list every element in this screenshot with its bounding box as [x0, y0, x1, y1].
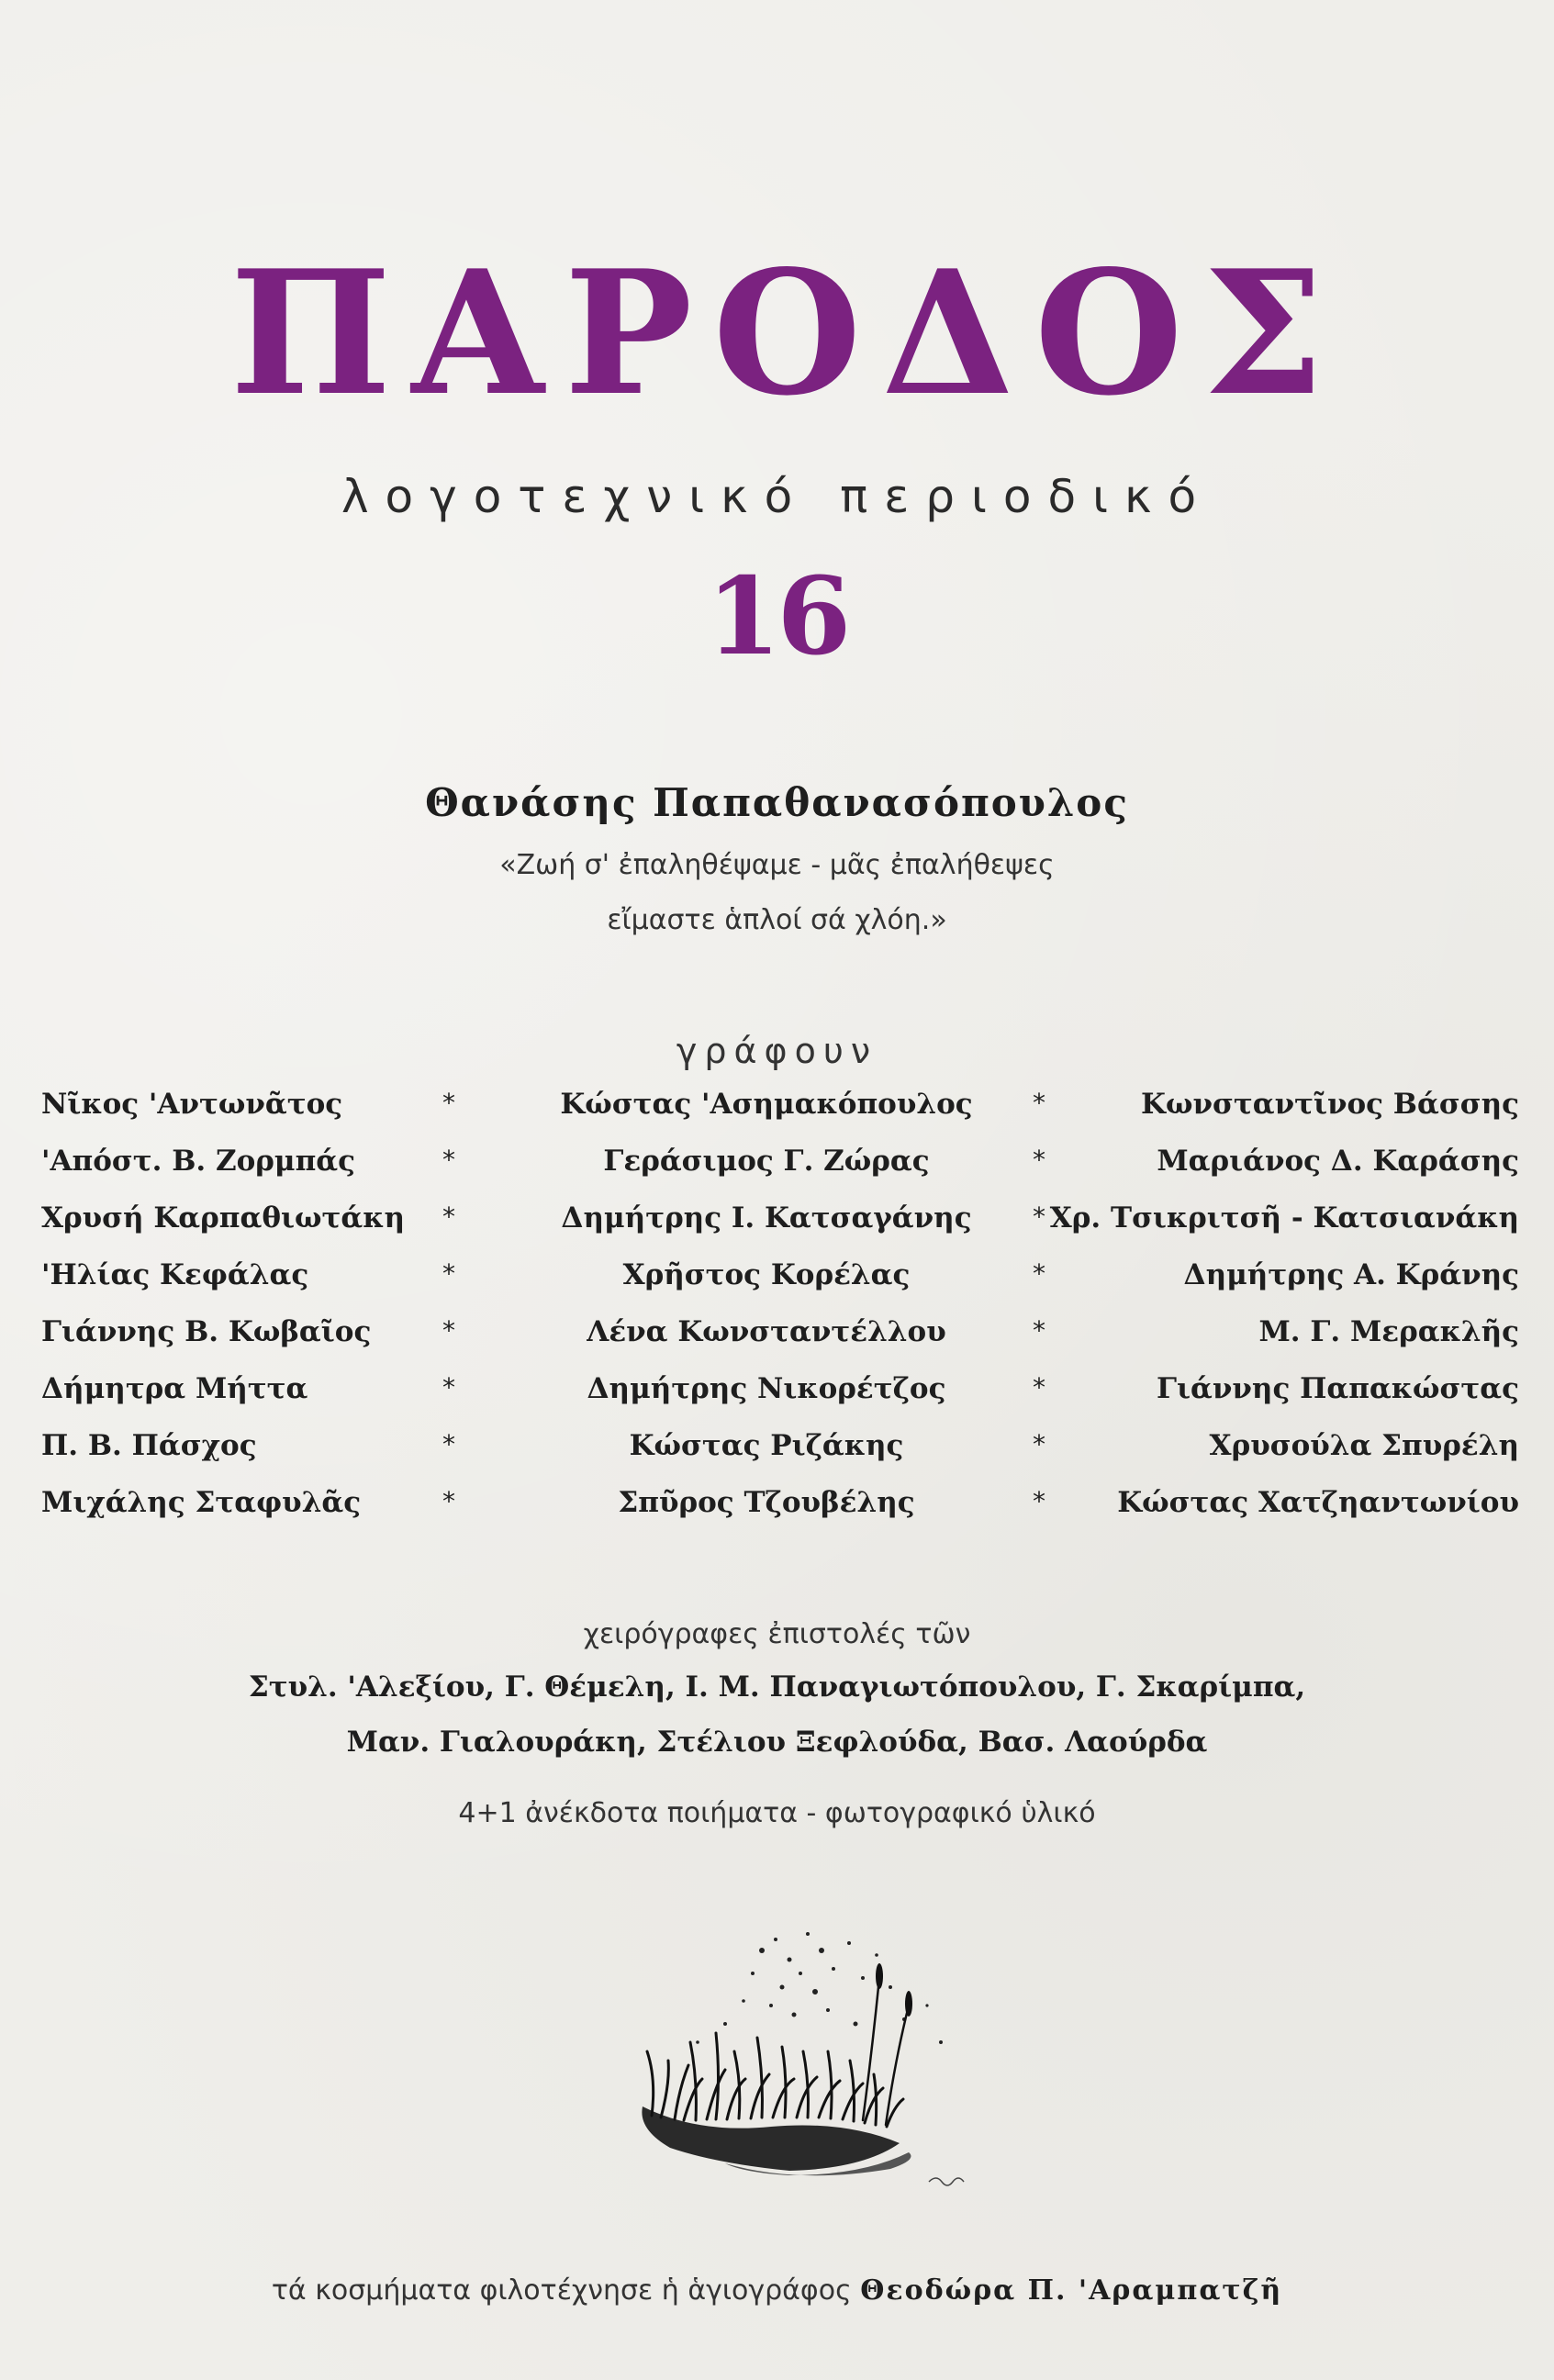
credit-prefix: τά κοσμήματα φιλοτέχνησε ἡ ἁγιογράφος — [271, 2274, 852, 2307]
contributor-name: Χρυσούλα Σπυρέλη — [1209, 1429, 1519, 1462]
contributor-name: Δήμητρα Μήττα — [41, 1372, 308, 1405]
contributor-name: Χρῆστος Κορέλας — [622, 1258, 911, 1291]
separator-star: * — [1033, 1372, 1045, 1402]
extras-note: 4+1 ἀνέκδοτα ποιήματα - φωτογραφικό ὑλικό — [458, 1797, 1096, 1829]
quote-line-1: «Ζωή σ' ἐπαληθέψαμε - μᾶς ἐπαλήθεψες — [499, 849, 1055, 881]
magazine-subtitle: λογοτεχνικό περιοδικό — [341, 470, 1213, 523]
contributor-row — [41, 1315, 1519, 1372]
contributor-name: Κωνσταντῖνος Βάσσης — [1141, 1088, 1519, 1121]
separator-star: * — [442, 1145, 455, 1175]
honoree-name: Θανάσης Παπαθανασόπουλος — [425, 780, 1129, 825]
contributor-row — [41, 1486, 1519, 1543]
separator-star: * — [1033, 1429, 1045, 1459]
separator-star: * — [442, 1315, 455, 1346]
contributor-name: Δημήτρης Ι. Κατσαγάνης — [561, 1201, 972, 1235]
contributor-row — [41, 1145, 1519, 1201]
contributor-name: Μιχάλης Σταφυλᾶς — [41, 1486, 362, 1519]
contributor-name: Δημήτρης Νικορέτζος — [587, 1372, 946, 1405]
contributor-name: Νῖκος 'Αντωνᾶτος — [41, 1088, 343, 1121]
contributor-name: Σπῦρος Τζουβέλης — [618, 1486, 915, 1519]
separator-star: * — [1033, 1088, 1045, 1118]
separator-star: * — [1033, 1201, 1045, 1232]
letters-label: χειρόγραφες ἐπιστολές τῶν — [583, 1618, 971, 1650]
ornaments-credit — [0, 2274, 1554, 2307]
separator-star: * — [1033, 1315, 1045, 1346]
separator-star: * — [442, 1372, 455, 1402]
contributor-row — [41, 1201, 1519, 1258]
contributor-name: Δημήτρης Α. Κράνης — [1183, 1258, 1519, 1291]
contributor-name: Κώστας Ριζάκης — [629, 1429, 904, 1462]
contributor-name: Γιάννης Παπακώστας — [1157, 1372, 1519, 1405]
contributor-row — [41, 1258, 1519, 1315]
contributor-name: Γεράσιμος Γ. Ζώρας — [603, 1145, 930, 1178]
contributor-name: Χρυσή Καρπαθιωτάκη — [41, 1201, 406, 1235]
contributor-name: Μαριάνος Δ. Καράσης — [1157, 1145, 1519, 1178]
contributor-name: Κώστας Χατζηαντωνίου — [1117, 1486, 1519, 1519]
contributor-row — [41, 1088, 1519, 1145]
contributor-row — [41, 1429, 1519, 1486]
contributors-list — [41, 1088, 1519, 1543]
separator-star: * — [442, 1088, 455, 1118]
quote-line-2: εἴμαστε ἁπλοί σά χλόη.» — [607, 904, 947, 936]
contributor-name: Λένα Κωνσταντέλλου — [587, 1315, 946, 1348]
separator-star: * — [1033, 1486, 1045, 1516]
separator-star: * — [442, 1201, 455, 1232]
magazine-title: ΠΑΡΟΔΟΣ — [229, 232, 1345, 433]
writers-label: γράφουν — [676, 1031, 878, 1071]
separator-star: * — [442, 1486, 455, 1516]
contributor-row — [41, 1372, 1519, 1429]
contributor-name: 'Ηλίας Κεφάλας — [41, 1258, 309, 1291]
letters-authors-line-1: Στυλ. 'Αλεξίου, Γ. Θέμελη, Ι. Μ. Παναγιωτόπουλου, Γ. Σκαρίμπα, — [248, 1670, 1306, 1704]
contributor-name: Π. Β. Πάσχος — [41, 1429, 257, 1462]
contributor-name: Κώστας 'Ασημακόπουλος — [560, 1088, 973, 1121]
separator-star: * — [442, 1429, 455, 1459]
grass-ink-drawing-icon — [587, 1923, 1010, 2198]
contributor-name: Γιάννης Β. Κωβαῖος — [41, 1315, 372, 1348]
contributor-name: Χρ. Τσικριτσῆ - Κατσιανάκη — [1049, 1201, 1519, 1235]
contributor-name: 'Απόστ. Β. Ζορμπάς — [41, 1145, 356, 1178]
separator-star: * — [442, 1258, 455, 1289]
separator-star: * — [1033, 1258, 1045, 1289]
separator-star: * — [1033, 1145, 1045, 1175]
letters-authors-line-2: Μαν. Γιαλουράκη, Στέλιου Ξεφλούδα, Βασ. Λαούρδα — [346, 1726, 1208, 1759]
contributor-name: Μ. Γ. Μερακλῆς — [1258, 1315, 1519, 1348]
issue-number: 16 — [706, 554, 848, 679]
credit-artist-name: Θεοδώρα Π. 'Αραμπατζῆ — [860, 2274, 1283, 2307]
